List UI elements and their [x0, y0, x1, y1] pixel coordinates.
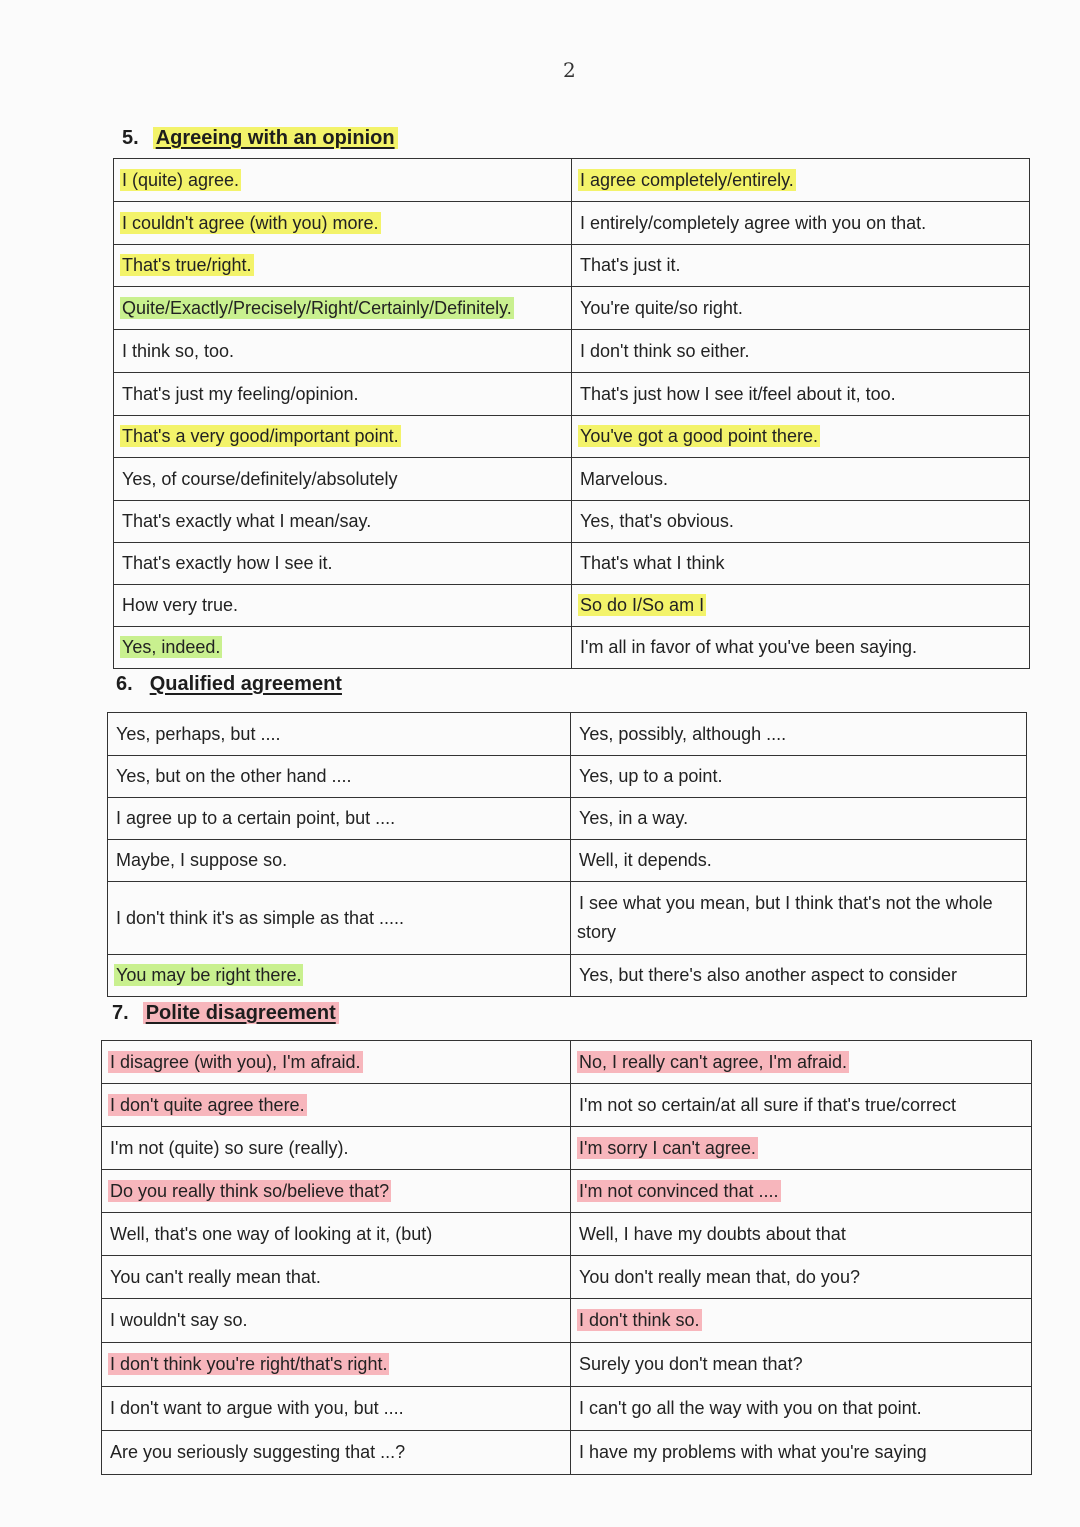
phrase-cell-right: [571, 1041, 1032, 1084]
phrase-text: Maybe, I suppose so.: [116, 850, 288, 871]
phrase-text: I agree completely/entirely.: [580, 169, 794, 190]
phrase-text: You may be right there.: [116, 965, 302, 986]
phrase-cell-right: [572, 373, 1030, 416]
phrase-text: Yes, in a way.: [579, 808, 689, 829]
phrase-text: How very true.: [122, 595, 239, 616]
phrase-text: Yes, indeed.: [122, 637, 221, 658]
phrase-text: That's just it.: [580, 255, 681, 276]
phrase-cell-left: [102, 1127, 571, 1170]
table-row: [108, 955, 1027, 997]
phrase-cell-right: [571, 756, 1027, 798]
phrase-text: Quite/Exactly/Precisely/Right/Certainly/Definitely.: [122, 297, 512, 318]
phrase-cell-left: [108, 840, 571, 882]
phrase-cell-left: [102, 1041, 571, 1084]
phrase-cell-left: [114, 458, 572, 501]
table-row: [102, 1299, 1032, 1343]
phrase-cell-right: [572, 202, 1030, 245]
phrase-text: I see what you mean, but I think that's not the whole story: [577, 893, 993, 942]
table-row: [114, 202, 1030, 245]
phrase-text: I'm sorry I can't agree.: [579, 1137, 756, 1158]
phrase-cell-left: [102, 1387, 571, 1431]
phrase-text: Well, that's one way of looking at it, (but): [110, 1223, 433, 1244]
phrase-cell-right: [571, 1170, 1032, 1213]
table-row: [102, 1387, 1032, 1431]
phrase-cell-right: [572, 245, 1030, 287]
phrase-cell-right: [571, 1084, 1032, 1127]
phrase-text: Yes, up to a point.: [579, 766, 723, 787]
table-row: [102, 1431, 1032, 1475]
phrase-cell-left: [114, 202, 572, 245]
phrase-cell-right: [572, 458, 1030, 501]
section-number: 6.: [116, 673, 133, 695]
phrase-cell-left: [102, 1213, 571, 1256]
phrase-cell-right: [571, 840, 1027, 882]
phrase-text: I think so, too.: [122, 340, 235, 361]
phrase-text: Yes, but on the other hand ....: [116, 766, 352, 787]
table-row: [114, 416, 1030, 458]
phrase-cell-left: [102, 1170, 571, 1213]
section-number: 7.: [112, 1002, 129, 1024]
qualified-agreement-table: [107, 712, 1027, 997]
table-row: [108, 713, 1027, 756]
phrase-text: I don't want to argue with you, but ....: [110, 1398, 404, 1419]
phrase-text: That's exactly how I see it.: [122, 553, 333, 574]
phrase-cell-left: [114, 416, 572, 458]
phrase-cell-right: [572, 543, 1030, 585]
phrase-text: I can't go all the way with you on that point.: [579, 1398, 922, 1419]
phrase-cell-right: [571, 798, 1027, 840]
phrase-text: I have my problems with what you're saying: [579, 1442, 927, 1463]
phrase-cell-left: [108, 713, 571, 756]
table-row: [108, 882, 1027, 955]
table-row: [114, 287, 1030, 330]
phrase-text: I'm all in favor of what you've been saying.: [580, 637, 918, 658]
table-row: [102, 1041, 1032, 1084]
phrase-cell-right: [571, 1343, 1032, 1387]
phrase-text: So do I/So am I: [580, 595, 705, 616]
phrase-cell-right: [571, 1299, 1032, 1343]
table-row: [114, 627, 1030, 669]
section-heading-qualified: [116, 673, 345, 696]
table-row: [114, 458, 1030, 501]
phrase-cell-right: [571, 882, 1027, 955]
phrase-text: I don't think so.: [579, 1310, 700, 1331]
phrase-text: I'm not (quite) so sure (really).: [110, 1137, 349, 1158]
phrase-text: I don't think it's as simple as that .....: [116, 907, 404, 928]
section-heading-agreeing: [122, 127, 398, 150]
table-row: [102, 1084, 1032, 1127]
phrase-text: Yes, of course/definitely/absolutely: [122, 468, 398, 489]
phrase-text: Are you seriously suggesting that ...?: [110, 1442, 406, 1463]
phrase-cell-left: [114, 330, 572, 373]
phrase-cell-left: [102, 1084, 571, 1127]
phrase-text: You've got a good point there.: [580, 426, 818, 447]
phrase-text: I couldn't agree (with you) more.: [122, 212, 379, 233]
phrase-cell-right: [571, 1127, 1032, 1170]
phrase-cell-left: [114, 627, 572, 669]
table-row: [102, 1170, 1032, 1213]
table-row: [114, 543, 1030, 585]
phrase-text: Marvelous.: [580, 468, 669, 489]
table-row: [114, 245, 1030, 287]
phrase-cell-left: [108, 955, 571, 997]
phrase-cell-right: [572, 159, 1030, 202]
phrase-cell-right: [571, 713, 1027, 756]
table-row: [114, 585, 1030, 627]
table-row: [102, 1343, 1032, 1387]
phrase-cell-left: [114, 373, 572, 416]
phrase-cell-left: [108, 882, 571, 955]
section-number: 5.: [122, 127, 139, 149]
table-row: [114, 373, 1030, 416]
phrase-text: Yes, but there's also another aspect to consider: [579, 965, 958, 986]
phrase-cell-left: [114, 245, 572, 287]
phrase-text: Well, it depends.: [579, 850, 712, 871]
phrase-text: Do you really think so/believe that?: [110, 1180, 390, 1201]
phrase-cell-right: [572, 627, 1030, 669]
page-number: 2: [563, 58, 576, 82]
table-row: [108, 840, 1027, 882]
table-row: [102, 1127, 1032, 1170]
phrase-text: Surely you don't mean that?: [579, 1354, 803, 1375]
phrase-text: I wouldn't say so.: [110, 1310, 248, 1331]
phrase-text: That's exactly what I mean/say.: [122, 511, 372, 532]
phrase-text: I disagree (with you), I'm afraid.: [110, 1051, 361, 1072]
phrase-text: Yes, that's obvious.: [580, 511, 734, 532]
phrase-cell-left: [108, 798, 571, 840]
phrase-cell-right: [572, 416, 1030, 458]
phrase-text: That's what I think: [580, 553, 725, 574]
phrase-cell-left: [114, 159, 572, 202]
table-row: [108, 798, 1027, 840]
table-row: [102, 1256, 1032, 1299]
agreeing-table: [113, 158, 1030, 669]
phrase-cell-left: [114, 585, 572, 627]
phrase-text: You don't really mean that, do you?: [579, 1266, 860, 1287]
phrase-cell-right: [572, 585, 1030, 627]
phrase-text: Yes, perhaps, but ....: [116, 723, 281, 744]
phrase-cell-left: [102, 1431, 571, 1475]
phrase-text: Yes, possibly, although ....: [579, 723, 787, 744]
phrase-cell-right: [571, 1387, 1032, 1431]
table-row: [102, 1213, 1032, 1256]
phrase-cell-left: [108, 756, 571, 798]
phrase-cell-left: [114, 287, 572, 330]
polite-disagreement-table: [101, 1040, 1032, 1475]
phrase-text: No, I really can't agree, I'm afraid.: [579, 1051, 847, 1072]
phrase-text: I'm not so certain/at all sure if that's true/correct: [579, 1094, 957, 1115]
section-title: Qualified agreement: [149, 673, 342, 695]
phrase-text: I don't think you're right/that's right.: [110, 1354, 388, 1375]
phrase-text: I'm not convinced that ....: [579, 1180, 779, 1201]
section-title: Polite disagreement: [143, 1002, 339, 1024]
phrase-cell-left: [102, 1299, 571, 1343]
phrase-text: I don't quite agree there.: [110, 1094, 305, 1115]
phrase-text: I entirely/completely agree with you on that.: [580, 212, 927, 233]
phrase-cell-right: [572, 330, 1030, 373]
phrase-cell-left: [102, 1343, 571, 1387]
phrase-cell-right: [572, 501, 1030, 543]
table-row: [108, 756, 1027, 798]
phrase-text: I (quite) agree.: [122, 169, 240, 190]
phrase-text: That's just how I see it/feel about it, too.: [580, 383, 896, 404]
phrase-cell-left: [114, 543, 572, 585]
phrase-text: I don't think so either.: [580, 340, 750, 361]
phrase-cell-right: [571, 955, 1027, 997]
phrase-text: I agree up to a certain point, but ....: [116, 808, 396, 829]
section-heading-disagreement: [112, 1002, 339, 1025]
phrase-cell-right: [571, 1213, 1032, 1256]
phrase-text: That's true/right.: [122, 255, 252, 276]
phrase-text: Well, I have my doubts about that: [579, 1223, 846, 1244]
table-row: [114, 159, 1030, 202]
phrase-text: That's a very good/important point.: [122, 426, 399, 447]
phrase-cell-left: [102, 1256, 571, 1299]
phrase-cell-right: [572, 287, 1030, 330]
phrase-cell-right: [571, 1256, 1032, 1299]
phrase-text: You can't really mean that.: [110, 1266, 321, 1287]
table-row: [114, 330, 1030, 373]
phrase-text: You're quite/so right.: [580, 297, 743, 318]
phrase-text: That's just my feeling/opinion.: [122, 383, 359, 404]
phrase-cell-right: [571, 1431, 1032, 1475]
section-title: Agreeing with an opinion: [153, 127, 398, 149]
phrase-cell-left: [114, 501, 572, 543]
table-row: [114, 501, 1030, 543]
